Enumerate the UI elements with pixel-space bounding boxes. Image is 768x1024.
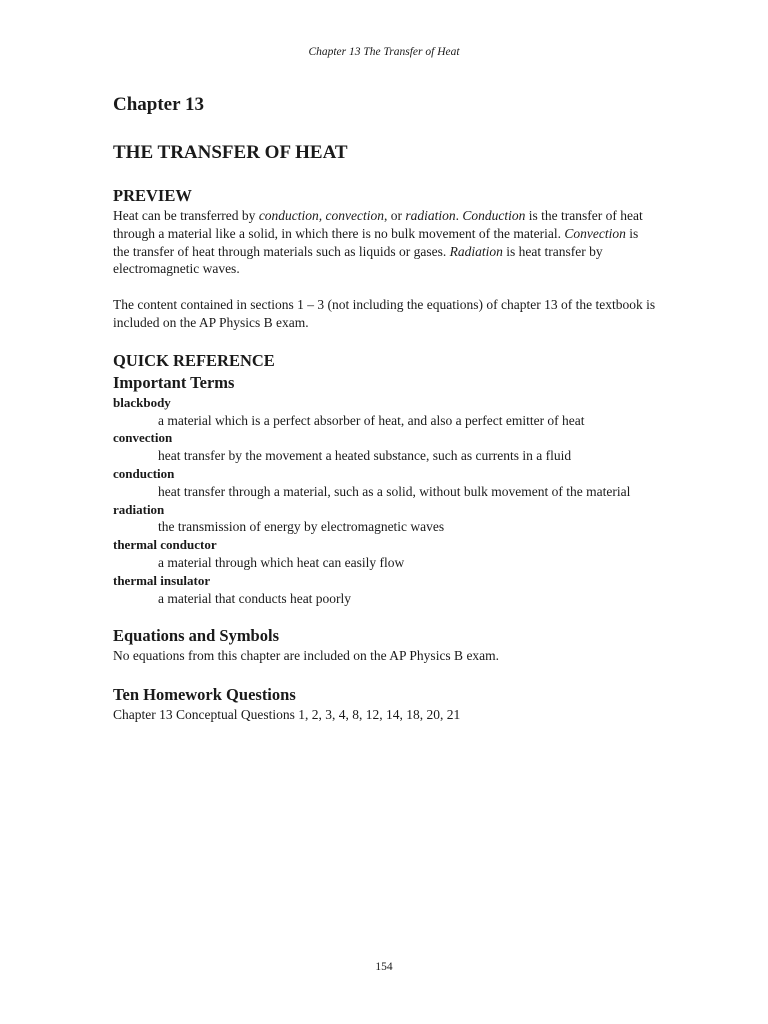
chapter-number: Chapter 13 <box>113 94 204 115</box>
preview-text: Heat can be transferred by <box>113 208 259 223</box>
preview-text: . <box>455 208 463 223</box>
preview-text: is the transfer of heat through a material like a solid, in which there is no bulk movement of the material. <box>113 208 643 241</box>
term-definition: heat transfer by the movement a heated substance, such as currents in a fluid <box>158 448 572 464</box>
preview-text: is the transfer of heat through materials such as liquids or gases. <box>113 225 639 259</box>
term-definition: heat transfer through a material, such as a solid, without bulk movement of the material <box>158 483 631 499</box>
page-number: 154 <box>375 961 393 973</box>
preview-text: is heat transfer by electromagnetic waves. <box>113 243 603 277</box>
preview-heading: PREVIEW <box>113 186 192 205</box>
equations-heading: Equations and Symbols <box>113 626 279 646</box>
running-header: Chapter 13 The Transfer of Heat <box>308 46 460 58</box>
term-label: radiation <box>113 501 165 517</box>
preview-text: , or <box>384 208 406 223</box>
quick-reference-heading: QUICK REFERENCE <box>113 350 275 370</box>
term-label: thermal insulator <box>113 572 211 588</box>
preview-paragraph <box>113 207 658 278</box>
important-terms-heading: Important Terms <box>113 372 235 392</box>
terms-list <box>113 394 658 608</box>
term-label: blackbody <box>113 394 171 410</box>
term-definition: a material that conducts heat poorly <box>158 590 352 606</box>
chapter-title: THE TRANSFER OF HEAT <box>113 142 348 163</box>
term-definition: the transmission of energy by electromagnetic waves <box>158 519 445 535</box>
term-definition: a material through which heat can easily flow <box>158 554 405 570</box>
exam-scope-paragraph: The content contained in sections 1 – 3 (not including the equations) of chapter 13 of the textbook is included on the AP Physics B exam. <box>113 297 656 330</box>
term-label: convection <box>113 430 173 446</box>
term-definition: a material which is a perfect absorber of heat, and also a perfect emitter of heat <box>158 412 585 428</box>
preview-emphasis: conduction, convection <box>258 208 385 223</box>
homework-text: Chapter 13 Conceptual Questions 1, 2, 3, 4, 8, 12, 14, 18, 20, 21 <box>113 707 461 723</box>
preview-emphasis: radiation <box>405 208 456 223</box>
term-label: thermal conductor <box>113 537 217 553</box>
homework-heading: Ten Homework Questions <box>113 685 296 705</box>
preview-emphasis: Convection <box>564 225 626 241</box>
page-content <box>113 93 658 724</box>
preview-emphasis: Radiation <box>449 243 503 259</box>
equations-text: No equations from this chapter are included on the AP Physics B exam. <box>113 648 500 664</box>
term-label: conduction <box>113 465 175 481</box>
preview-emphasis: Conduction <box>462 208 526 223</box>
